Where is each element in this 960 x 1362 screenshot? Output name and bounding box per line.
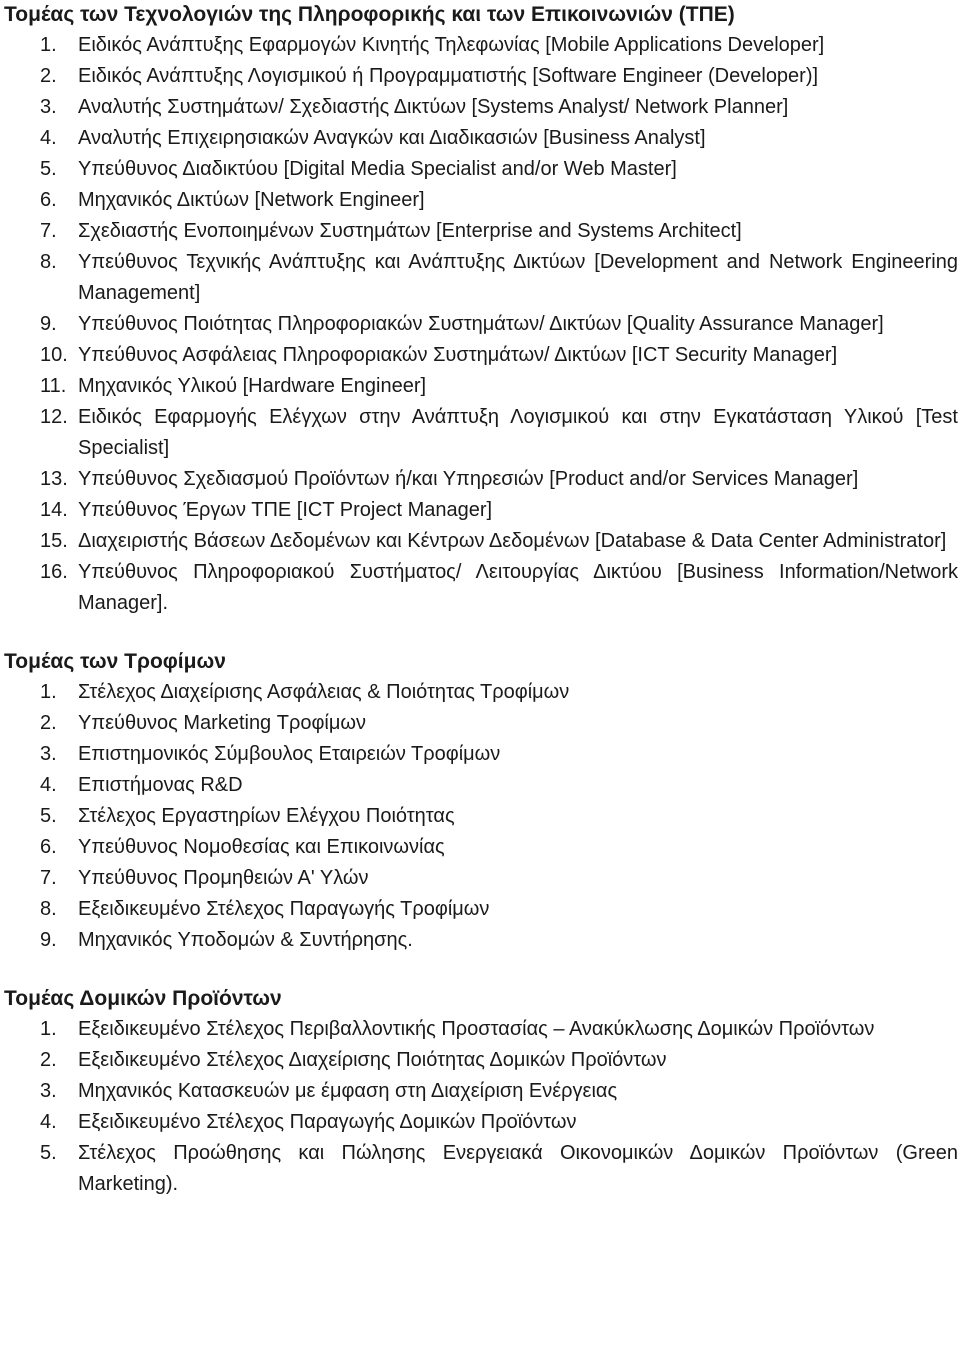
- list-item: [4, 1076, 958, 1107]
- item-text: Διαχειριστής Βάσεων Δεδομένων και Κέντρων Δεδομένων [Database & Data Center Administrator]: [78, 530, 947, 552]
- list-item: [4, 1014, 958, 1045]
- list-item: [4, 216, 958, 247]
- item-number: 13.: [40, 468, 68, 490]
- ict-job-list: [4, 30, 958, 619]
- item-text: Υπεύθυνος Πληροφοριακού Συστήματος/ Λειτουργίας Δικτύου [Business Information/Network Manager].: [78, 561, 958, 614]
- list-item: [4, 247, 958, 309]
- list-item: [4, 1107, 958, 1138]
- list-item: [4, 801, 958, 832]
- item-number: 1.: [40, 1018, 57, 1040]
- item-number: 2.: [40, 712, 57, 734]
- item-text: Σχεδιαστής Ενοποιημένων Συστημάτων [Enterprise and Systems Architect]: [78, 220, 742, 242]
- list-item: [4, 464, 958, 495]
- item-number: 12.: [40, 406, 68, 428]
- item-number: 2.: [40, 65, 57, 87]
- item-text: Ειδικός Ανάπτυξης Εφαρμογών Κινητής Τηλεφωνίας [Mobile Applications Developer]: [78, 34, 825, 56]
- item-number: 3.: [40, 96, 57, 118]
- item-number: 3.: [40, 1080, 57, 1102]
- item-text: Υπεύθυνος Ασφάλειας Πληροφοριακών Συστημάτων/ Δικτύων [ICT Security Manager]: [78, 344, 838, 366]
- list-item: [4, 863, 958, 894]
- item-number: 4.: [40, 1111, 57, 1133]
- list-item: [4, 526, 958, 557]
- item-number: 11.: [40, 375, 67, 397]
- item-text: Υπεύθυνος Marketing Τροφίμων: [78, 712, 367, 734]
- section-spacer: [4, 619, 958, 647]
- item-number: 3.: [40, 743, 57, 765]
- list-item: [4, 185, 958, 216]
- list-item: [4, 340, 958, 371]
- list-item: [4, 770, 958, 801]
- section-title-food: Τομέας των Τροφίμων: [4, 650, 226, 673]
- list-item: [4, 925, 958, 956]
- item-text: Μηχανικός Κατασκευών με έμφαση στη Διαχείριση Ενέργειας: [78, 1080, 618, 1102]
- list-item: [4, 309, 958, 340]
- item-text: Υπεύθυνος Σχεδιασμού Προϊόντων ή/και Υπηρεσιών [Product and/or Services Manager]: [78, 468, 859, 490]
- section-title-building-products: Τομέας Δομικών Προϊόντων: [4, 987, 282, 1010]
- item-number: 15.: [40, 530, 68, 552]
- item-number: 5.: [40, 1142, 57, 1164]
- item-number: 14.: [40, 499, 68, 521]
- item-number: 6.: [40, 836, 57, 858]
- list-item: [4, 371, 958, 402]
- item-text: Αναλυτής Συστημάτων/ Σχεδιαστής Δικτύων [Systems Analyst/ Network Planner]: [78, 96, 789, 118]
- list-item: [4, 739, 958, 770]
- item-number: 1.: [40, 34, 57, 56]
- list-item: [4, 402, 958, 464]
- item-number: 4.: [40, 774, 57, 796]
- item-number: 7.: [40, 220, 57, 242]
- list-item: [4, 495, 958, 526]
- item-text: Ειδικός Ανάπτυξης Λογισμικού ή Προγραμματιστής [Software Engineer (Developer)]: [78, 65, 819, 87]
- item-text: Υπεύθυνος Ποιότητας Πληροφοριακών Συστημάτων/ Δικτύων [Quality Assurance Manager]: [78, 313, 884, 335]
- item-text: Στέλεχος Προώθησης και Πώλησης Ενεργειακά Οικονομικών Δομικών Προϊόντων (Green Marketing).: [78, 1142, 958, 1195]
- section-title-ict: Τομέας των Τεχνολογιών της Πληροφορικής και των Επικοινωνιών (ΤΠΕ): [4, 3, 735, 26]
- item-text: Επιστήμονας R&D: [78, 774, 243, 796]
- list-item: [4, 1138, 958, 1200]
- food-job-list: [4, 677, 958, 956]
- item-number: 4.: [40, 127, 57, 149]
- list-item: [4, 61, 958, 92]
- building-products-job-list: [4, 1014, 958, 1200]
- item-text: Εξειδικευμένο Στέλεχος Περιβαλλοντικής Προστασίας – Ανακύκλωσης Δομικών Προϊόντων: [78, 1018, 875, 1040]
- item-text: Επιστημονικός Σύμβουλος Εταιρειών Τροφίμων: [78, 743, 501, 765]
- item-number: 5.: [40, 158, 57, 180]
- list-item: [4, 557, 958, 619]
- item-text: Υπεύθυνος Διαδικτύου [Digital Media Specialist and/or Web Master]: [78, 158, 677, 180]
- list-item: [4, 123, 958, 154]
- item-text: Ειδικός Εφαρμογής Ελέγχων στην Ανάπτυξη Λογισμικού και στην Εγκατάσταση Υλικού [Test Specialist]: [78, 406, 958, 459]
- list-item: [4, 677, 958, 708]
- section-spacer: [4, 956, 958, 984]
- list-item: [4, 832, 958, 863]
- list-item: [4, 154, 958, 185]
- list-item: [4, 708, 958, 739]
- item-text: Εξειδικευμένο Στέλεχος Διαχείρισης Ποιότητας Δομικών Προϊόντων: [78, 1049, 667, 1071]
- item-text: Στέλεχος Διαχείρισης Ασφάλειας & Ποιότητας Τροφίμων: [78, 681, 570, 703]
- item-number: 9.: [40, 313, 57, 335]
- item-number: 5.: [40, 805, 57, 827]
- item-number: 8.: [40, 251, 57, 273]
- item-text: Εξειδικευμένο Στέλεχος Παραγωγής Τροφίμων: [78, 898, 490, 920]
- item-number: 16.: [40, 561, 68, 583]
- list-item: [4, 30, 958, 61]
- item-text: Στέλεχος Εργαστηρίων Ελέγχου Ποιότητας: [78, 805, 455, 827]
- item-number: 9.: [40, 929, 57, 951]
- item-text: Υπεύθυνος Τεχνικής Ανάπτυξης και Ανάπτυξης Δικτύων [Development and Network Engineering Management]: [78, 251, 958, 304]
- item-number: 7.: [40, 867, 57, 889]
- document: [4, 0, 958, 1200]
- item-text: Μηχανικός Υλικού [Hardware Engineer]: [78, 375, 427, 397]
- item-text: Αναλυτής Επιχειρησιακών Αναγκών και Διαδικασιών [Business Analyst]: [78, 127, 706, 149]
- item-number: 1.: [40, 681, 57, 703]
- list-item: [4, 894, 958, 925]
- item-number: 6.: [40, 189, 57, 211]
- item-number: 10.: [40, 344, 68, 366]
- item-number: 8.: [40, 898, 57, 920]
- item-text: Εξειδικευμένο Στέλεχος Παραγωγής Δομικών Προϊόντων: [78, 1111, 577, 1133]
- item-text: Υπεύθυνος Προμηθειών Α' Υλών: [78, 867, 369, 889]
- item-text: Μηχανικός Δικτύων [Network Engineer]: [78, 189, 425, 211]
- item-text: Υπεύθυνος Έργων ΤΠΕ [ICT Project Manager]: [78, 499, 493, 521]
- item-text: Μηχανικός Υποδομών & Συντήρησης.: [78, 929, 413, 951]
- list-item: [4, 92, 958, 123]
- item-number: 2.: [40, 1049, 57, 1071]
- item-text: Υπεύθυνος Νομοθεσίας και Επικοινωνίας: [78, 836, 445, 858]
- list-item: [4, 1045, 958, 1076]
